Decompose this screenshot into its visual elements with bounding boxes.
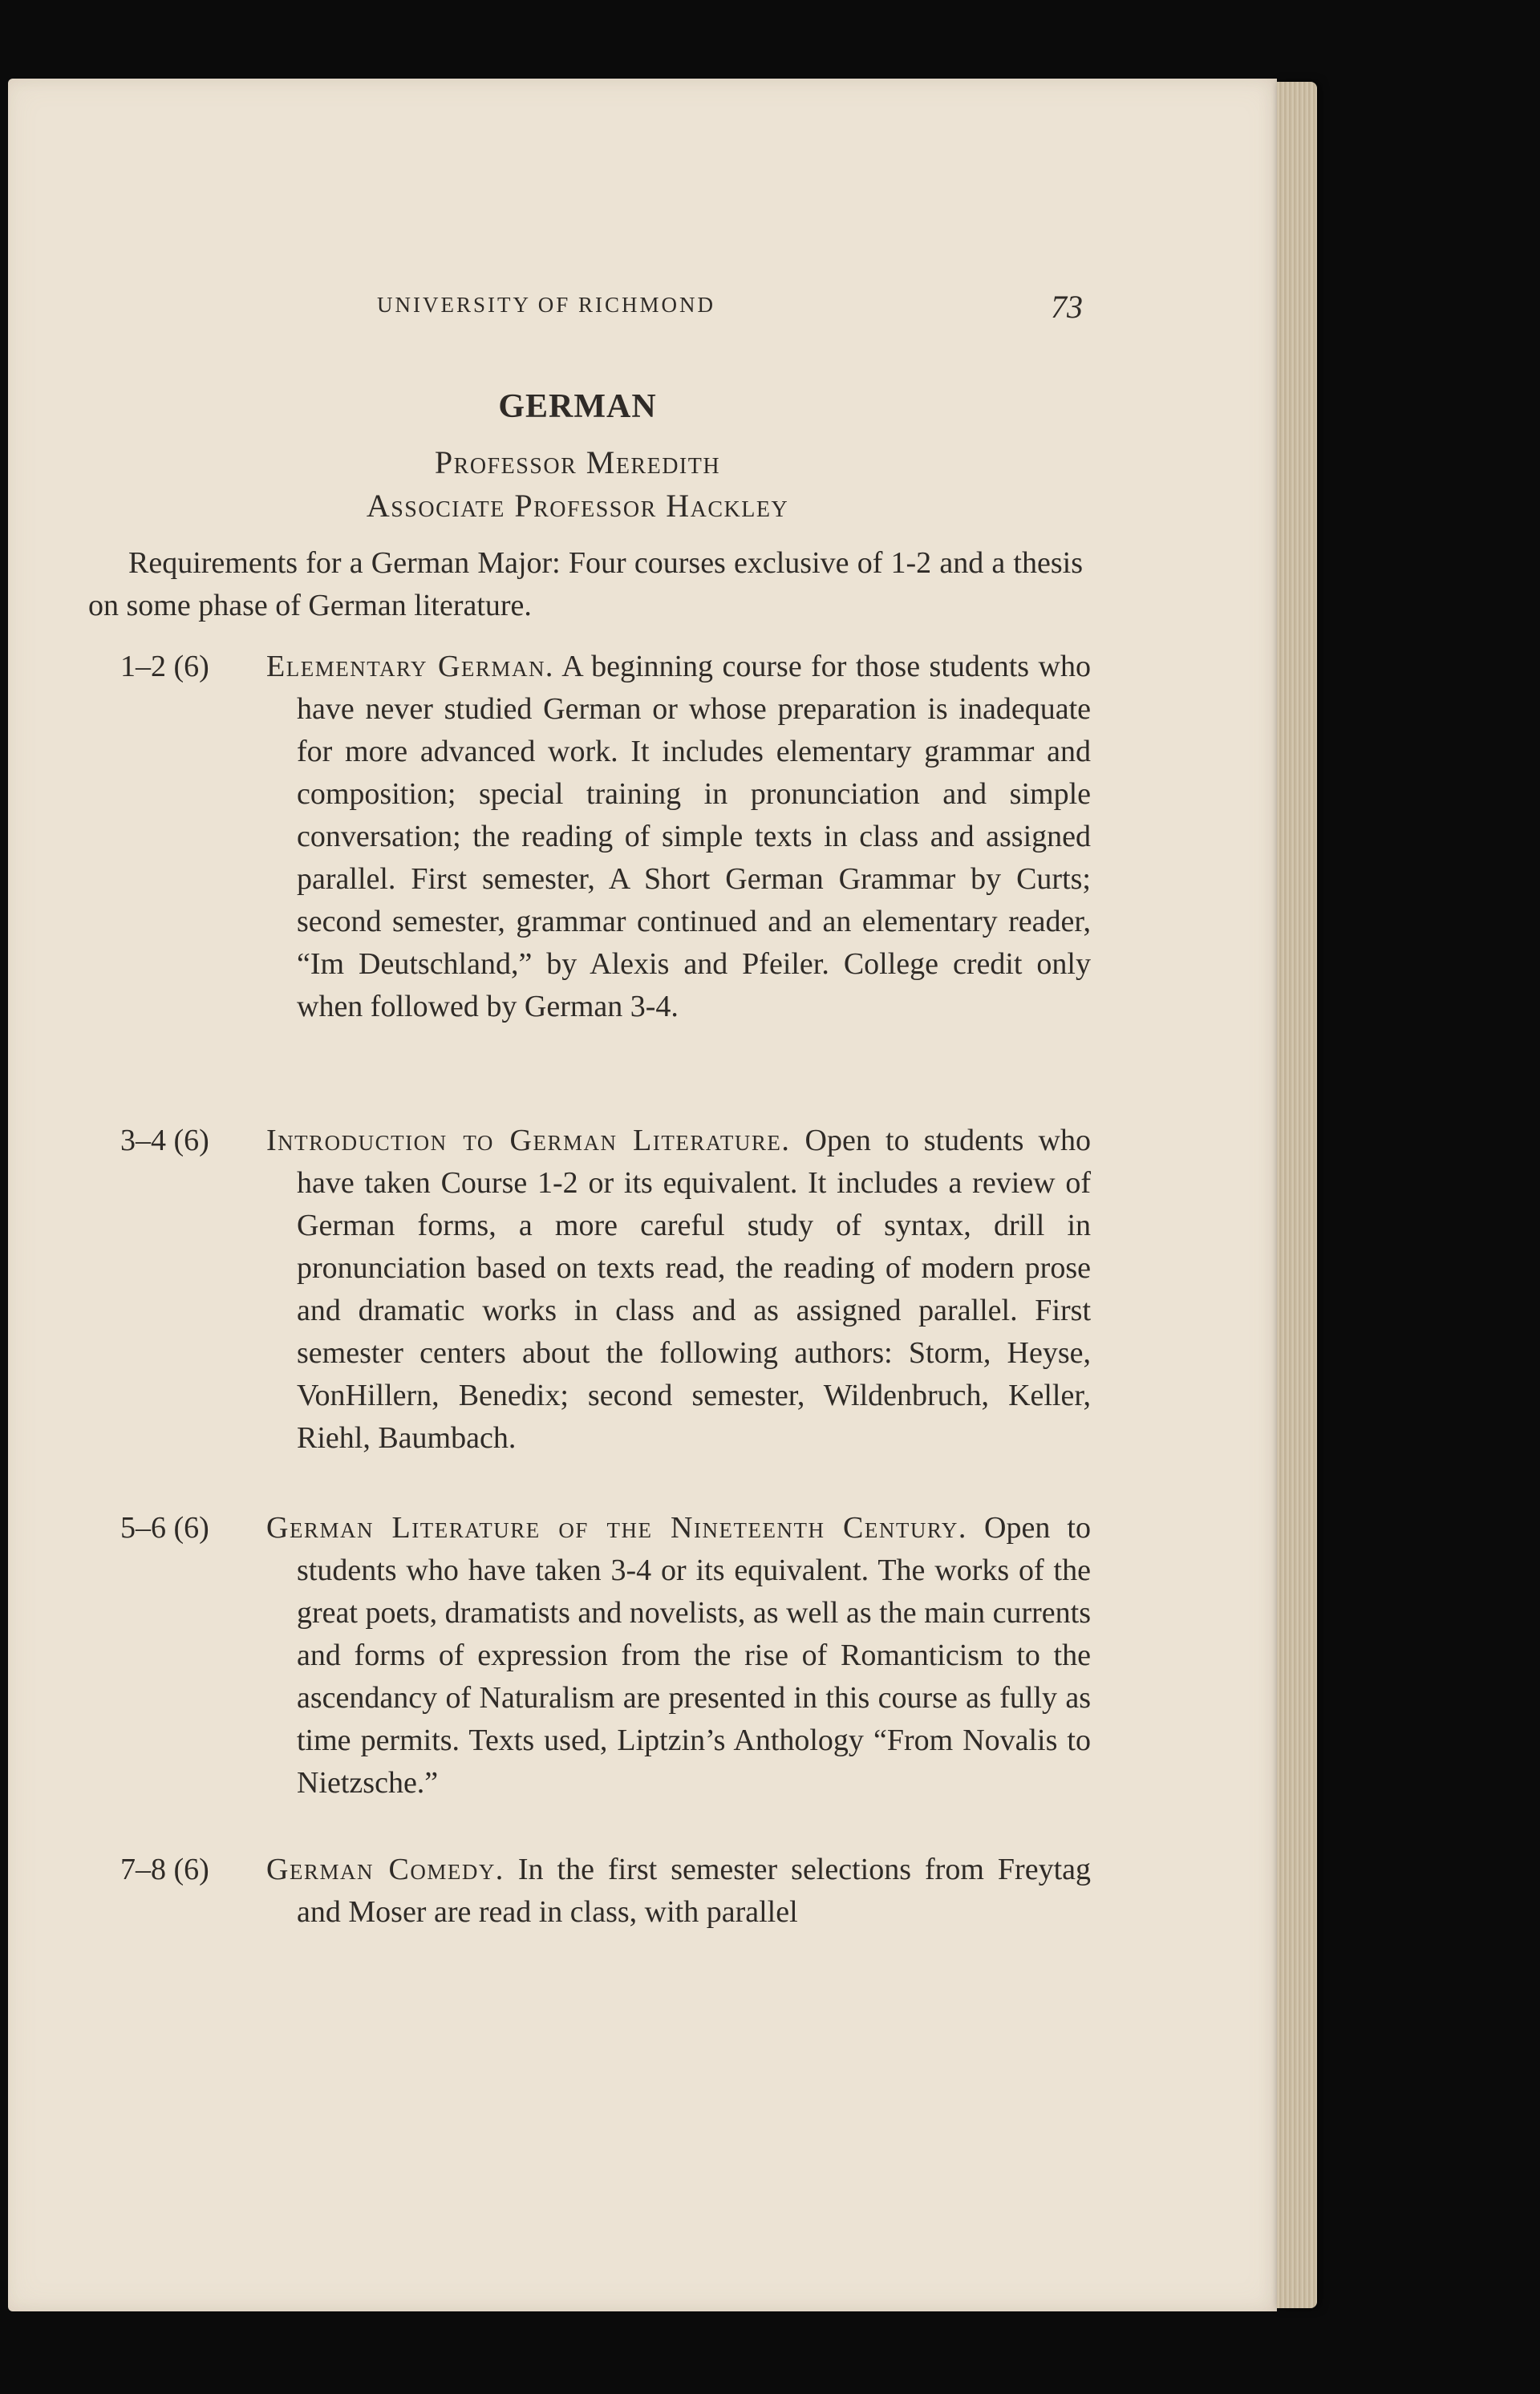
course-title: Elementary German. bbox=[266, 650, 554, 683]
course-description: Open to students who have taken 3-4 or its equivalent. The works of the great poets, dramatists and novelists, as well as the main currents and forms of expression from the rise of Romanticism to the ascendancy of Naturalism are presented in this course as fully as time permits. Texts used, Liptzin’s Anthology “From Novalis to Nietzsche.” bbox=[297, 1511, 1091, 1800]
page-edges bbox=[1277, 82, 1317, 2308]
course-number: 5–6 (6) bbox=[120, 1511, 209, 1545]
faculty-associate-professor: Associate Professor Hackley bbox=[366, 488, 789, 524]
course-entry bbox=[120, 1849, 1091, 1934]
course-description: In the first semester selections from Freytag and Moser are read in class, with parallel bbox=[297, 1853, 1091, 1929]
running-head-title: UNIVERSITY OF RICHMOND bbox=[377, 293, 716, 317]
department-heading: GERMAN bbox=[498, 388, 657, 425]
course-body bbox=[266, 1120, 1091, 1460]
course-title: Introduction to German Literature. bbox=[266, 1124, 791, 1157]
course-title: German Comedy. bbox=[266, 1853, 505, 1886]
course-title: German Literature of the Nineteenth Century. bbox=[266, 1511, 967, 1545]
course-body bbox=[266, 1849, 1091, 1934]
faculty-professor: Professor Meredith bbox=[434, 444, 721, 480]
course-description: Open to students who have taken Course 1-2 or its equivalent. It includes a review of German forms, a more careful study of syntax, drill in pronunciation based on texts read, the reading of modern prose and dramatic works in class and as assigned parallel. First semester centers about the following authors: Storm, Heyse, VonHillern, Benedix; second semester, Wildenbruch, Keller, Riehl, Baumbach. bbox=[297, 1124, 1091, 1455]
major-requirements: Requirements for a German Major: Four courses exclusive of 1-2 and a thesis on some phase of German literature. bbox=[88, 546, 1083, 622]
course-body bbox=[266, 1507, 1091, 1805]
course-number: 7–8 (6) bbox=[120, 1853, 209, 1886]
page-number: 73 bbox=[1051, 289, 1083, 325]
course-number: 1–2 (6) bbox=[120, 650, 209, 683]
course-number: 3–4 (6) bbox=[120, 1124, 209, 1157]
course-entry bbox=[120, 1120, 1091, 1460]
course-description: A beginning course for those students who have never studied German or whose preparation is inadequate for more advanced work. It includes elementary grammar and composition; special training in pronunciation and simple conversation; the reading of simple texts in class and assigned parallel. First semester, A Short German Grammar by Curts; second semester, grammar continued and an elementary reader, “Im Deutschland,” by Alexis and Pfeiler. College credit only when followed by German 3-4. bbox=[297, 650, 1091, 1023]
running-head bbox=[377, 289, 1083, 325]
course-entry bbox=[120, 1507, 1091, 1805]
course-body bbox=[266, 646, 1091, 1028]
course-entry bbox=[120, 646, 1091, 1028]
